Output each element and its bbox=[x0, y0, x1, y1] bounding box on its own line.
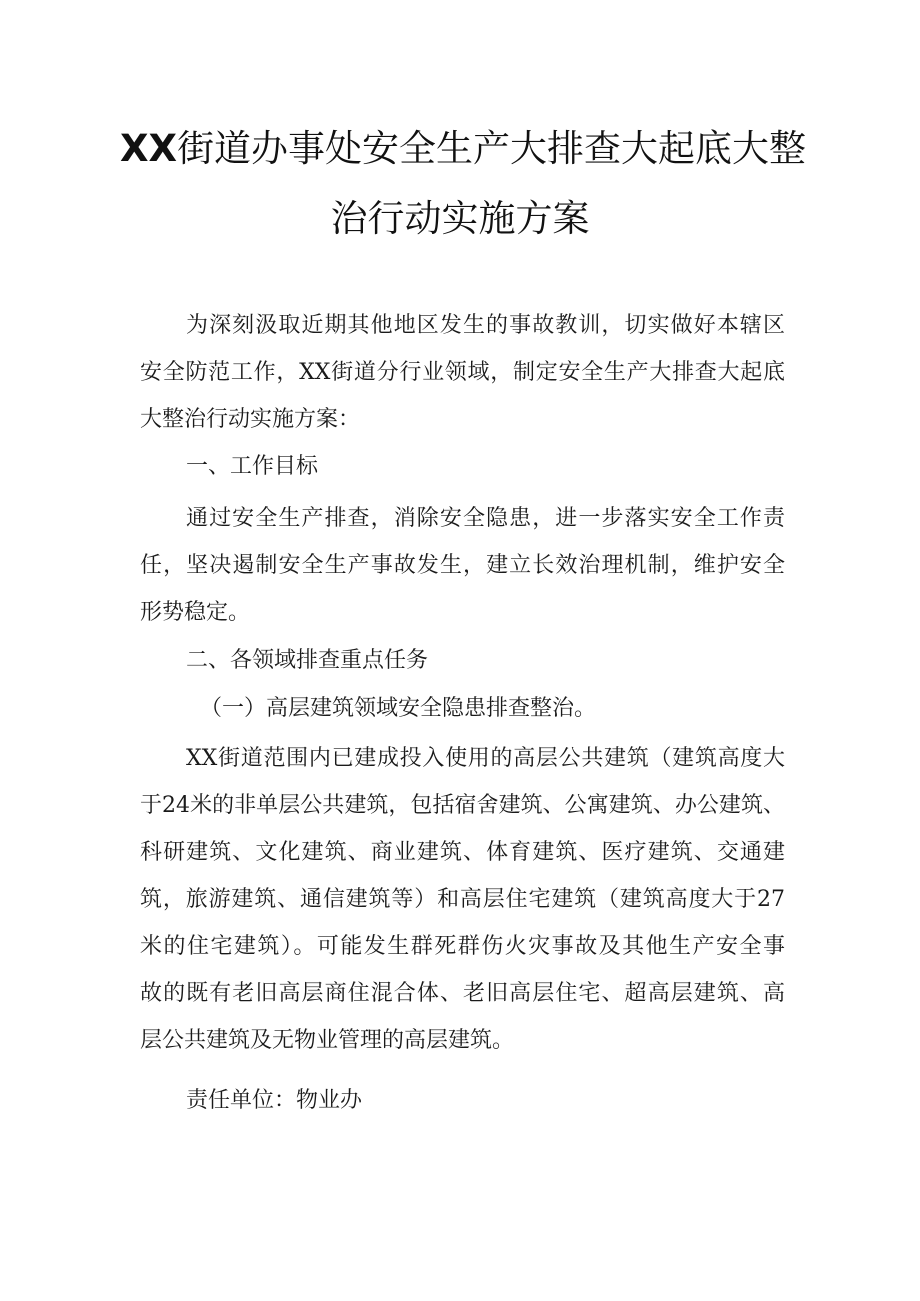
scope-line-2: 于24米的非单层公共建筑，包括宿舍建筑、公寓建筑、办公建筑、 bbox=[140, 793, 785, 818]
scope-paragraph bbox=[140, 735, 785, 1064]
scope-line-1: XX街道范围内已建成投入使用的高层公共建筑（建筑高度大 bbox=[186, 746, 785, 771]
goal-paragraph bbox=[140, 495, 785, 636]
subsection-heading-1: （一）高层建筑领域安全隐患排查整治。 bbox=[200, 696, 597, 721]
document-title-line-1 bbox=[120, 127, 807, 170]
intro-line-2: 安全防范工作，XX街道分行业领域，制定安全生产大排查大起底 bbox=[140, 360, 785, 385]
goal-line-2: 任，坚决遏制安全生产事故发生，建立长效治理机制，维护安全 bbox=[140, 553, 785, 578]
scope-line-5: 米的住宅建筑）。可能发生群死群伤火灾事故及其他生产安全事 bbox=[140, 934, 785, 959]
title-prefix: XX bbox=[120, 127, 178, 170]
goal-line-1: 通过安全生产排查，消除安全隐患，进一步落实安全工作责 bbox=[186, 506, 785, 531]
document-title-line-2: 治行动实施方案 bbox=[330, 197, 590, 240]
scope-line-6: 故的既有老旧高层商住混合体、老旧高层住宅、超高层建筑、高 bbox=[140, 981, 785, 1006]
scope-line-4: 筑，旅游建筑、通信建筑等）和高层住宅建筑（建筑高度大于27 bbox=[140, 887, 785, 912]
responsible-unit: 责任单位：物业办 bbox=[186, 1088, 363, 1113]
intro-paragraph bbox=[140, 302, 785, 443]
section-heading-1: 一、工作目标 bbox=[186, 454, 319, 479]
scope-line-7: 层公共建筑及无物业管理的高层建筑。 bbox=[140, 1028, 515, 1053]
title-main: 街道办事处安全生产大排查大起底大整 bbox=[177, 127, 807, 170]
intro-line-3: 大整治行动实施方案： bbox=[140, 407, 361, 432]
goal-line-3: 形势稳定。 bbox=[140, 600, 251, 625]
scope-line-3: 科研建筑、文化建筑、商业建筑、体育建筑、医疗建筑、交通建 bbox=[140, 840, 785, 865]
intro-line-1: 为深刻汲取近期其他地区发生的事故教训，切实做好本辖区 bbox=[186, 313, 785, 338]
section-heading-2: 二、各领域排查重点任务 bbox=[186, 648, 429, 673]
